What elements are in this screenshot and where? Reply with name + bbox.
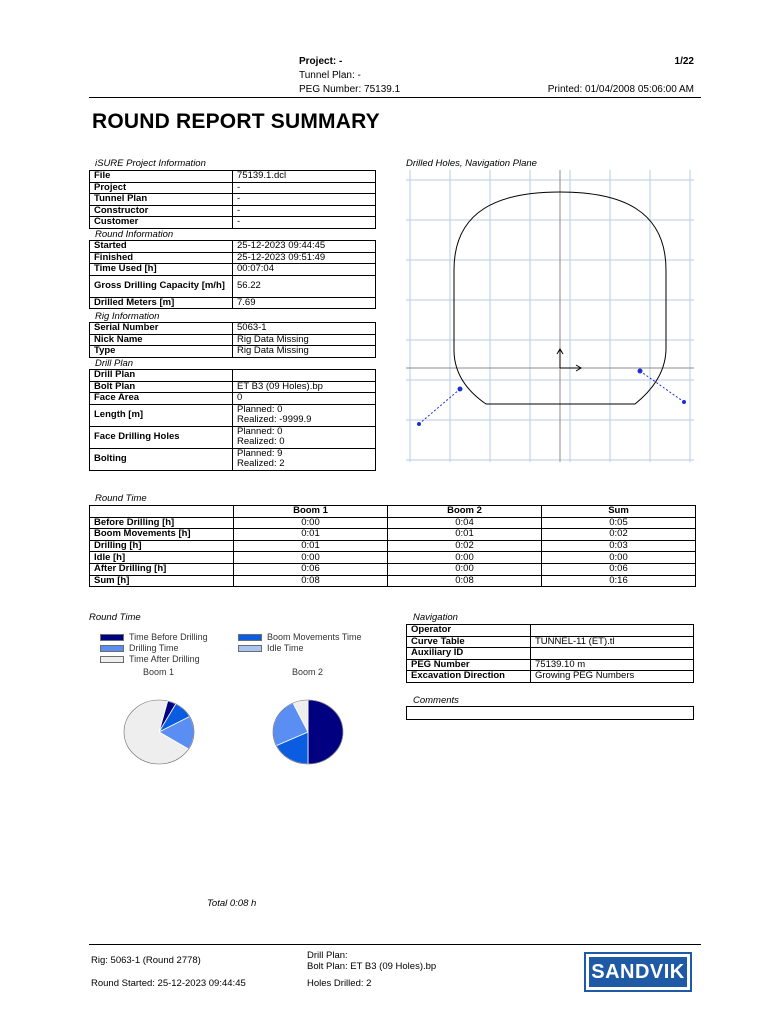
origin-arrows	[557, 349, 581, 371]
bolting-planned: Planned: 9	[237, 447, 283, 459]
round-time-row	[90, 563, 696, 575]
bolting-key: Bolting	[90, 448, 233, 470]
bolting-realized: Realized: 2	[237, 458, 285, 469]
footer-holes-drilled: Holes Drilled: 2	[307, 978, 372, 989]
face-area-key: Face Area	[90, 393, 233, 405]
face-area-row	[90, 393, 376, 405]
round-time-boom2: 0:00	[388, 563, 542, 575]
round-time-key: Boom Movements [h]	[90, 529, 234, 541]
rig-info-row	[90, 334, 376, 346]
footer-rig: Rig: 5063-1 (Round 2778)	[91, 955, 201, 966]
section-isure: iSURE Project Information	[95, 158, 206, 169]
isure-value: 75139.1.dcl	[233, 171, 376, 183]
legend-swatch	[100, 645, 124, 652]
drilled-holes-points	[417, 369, 686, 427]
legend-label: Idle Time	[267, 643, 304, 653]
round-time-sum: 0:03	[542, 540, 696, 552]
round-info-key: Time Used [h]	[90, 264, 233, 276]
round-time-row	[90, 540, 696, 552]
header-peg-number: PEG Number: 75139.1	[299, 84, 401, 95]
rig-info-key: Type	[90, 346, 233, 358]
length-row	[90, 404, 376, 426]
boom2-pie-chart	[271, 698, 345, 766]
isure-key: File	[90, 171, 233, 183]
legend-label: Time After Drilling	[129, 654, 200, 664]
drill-plan-value	[233, 370, 376, 382]
section-round-info: Round Information	[95, 229, 174, 240]
drill-plan-row	[90, 370, 376, 382]
face-holes-realized: Realized: 0	[237, 436, 285, 447]
round-time-boom1: 0:00	[234, 552, 388, 564]
drilled-holes-lines	[419, 371, 684, 424]
round-time-header-sum: Sum	[542, 506, 696, 518]
comments-box	[406, 706, 694, 720]
round-info-value: 00:07:04	[233, 264, 376, 276]
navigation-key: Operator	[407, 625, 531, 637]
boom2-label: Boom 2	[292, 667, 324, 677]
sandvik-logo	[584, 952, 692, 992]
rig-info-value: Rig Data Missing	[233, 334, 376, 346]
round-time-key: Sum [h]	[90, 575, 234, 587]
navigation-row	[407, 648, 694, 660]
round-time-boom2: 0:08	[388, 575, 542, 587]
length-realized: Realized: -9999.9	[237, 414, 312, 425]
section-navigation: Navigation	[413, 612, 458, 623]
bolt-plan-row	[90, 381, 376, 393]
legend-swatch	[100, 656, 124, 663]
section-comments: Comments	[413, 695, 459, 706]
round-time-boom1: 0:00	[234, 517, 388, 529]
navigation-value	[531, 648, 694, 660]
round-time-boom1: 0:01	[234, 529, 388, 541]
isure-row	[90, 182, 376, 194]
face-holes-value	[233, 426, 376, 448]
pie-section-title: Round Time	[89, 612, 141, 623]
pie-total: Total 0:08 h	[207, 898, 257, 909]
round-info-key: Started	[90, 241, 233, 253]
length-value	[233, 404, 376, 426]
footer-drill-plan: Drill Plan:	[307, 950, 348, 961]
header-tunnel-plan: Tunnel Plan: -	[299, 70, 361, 81]
round-info-value: 25-12-2023 09:44:45	[233, 241, 376, 253]
round-time-sum: 0:06	[542, 563, 696, 575]
rig-info-table	[89, 322, 376, 358]
footer-round-started: Round Started: 25-12-2023 09:44:45	[91, 978, 246, 989]
rig-info-row	[90, 346, 376, 358]
bolt-plan-value: ET B3 (09 Holes).bp	[233, 381, 376, 393]
isure-value: -	[233, 194, 376, 206]
section-drill-plan: Drill Plan	[95, 358, 134, 369]
isure-key: Project	[90, 182, 233, 194]
rig-info-value: 5063-1	[233, 323, 376, 335]
isure-key: Constructor	[90, 205, 233, 217]
navigation-value	[531, 625, 694, 637]
round-time-boom2: 0:01	[388, 529, 542, 541]
boom1-pie-chart	[122, 698, 196, 766]
round-time-sum: 0:16	[542, 575, 696, 587]
page-number: 1/22	[674, 56, 694, 67]
round-time-boom1: 0:08	[234, 575, 388, 587]
navigation-key: Auxiliary ID	[407, 648, 531, 660]
isure-key: Tunnel Plan	[90, 194, 233, 206]
round-info-row	[90, 252, 376, 264]
navigation-row	[407, 659, 694, 671]
drill-plan-table	[89, 369, 376, 471]
round-info-value: 25-12-2023 09:51:49	[233, 252, 376, 264]
bolting-row	[90, 448, 376, 470]
isure-row	[90, 194, 376, 206]
round-info-table	[89, 240, 376, 309]
navigation-row	[407, 636, 694, 648]
round-info-value: 7.69	[233, 297, 376, 309]
legend-swatch	[238, 634, 262, 641]
legend-label: Drilling Time	[129, 643, 179, 653]
section-rig-info: Rig Information	[95, 311, 160, 322]
isure-value: -	[233, 205, 376, 217]
round-time-key: After Drilling [h]	[90, 563, 234, 575]
navigation-value: 75139.10 m	[531, 659, 694, 671]
rig-info-key: Serial Number	[90, 323, 233, 335]
face-holes-planned: Planned: 0	[237, 425, 283, 437]
page-title: ROUND REPORT SUMMARY	[92, 110, 380, 133]
round-time-table	[89, 505, 696, 587]
round-info-value: 56.22	[233, 275, 376, 297]
length-key: Length [m]	[90, 404, 233, 426]
round-time-key: Before Drilling [h]	[90, 517, 234, 529]
navigation-row	[407, 671, 694, 683]
round-time-sum: 0:00	[542, 552, 696, 564]
pie-slice-time-before-drilling	[308, 700, 343, 764]
navigation-key: PEG Number	[407, 659, 531, 671]
rig-info-key: Nick Name	[90, 334, 233, 346]
section-round-time: Round Time	[95, 493, 147, 504]
navigation-value: Growing PEG Numbers	[531, 671, 694, 683]
round-time-header-blank	[90, 506, 234, 518]
isure-row	[90, 217, 376, 229]
round-info-row	[90, 297, 376, 309]
round-time-row	[90, 529, 696, 541]
drilled-holes-title: Drilled Holes, Navigation Plane	[406, 158, 537, 169]
navigation-table	[406, 624, 694, 683]
isure-value: -	[233, 217, 376, 229]
length-planned: Planned: 0	[237, 403, 283, 415]
face-area-value: 0	[233, 393, 376, 405]
round-time-sum: 0:05	[542, 517, 696, 529]
face-holes-key: Face Drilling Holes	[90, 426, 233, 448]
round-time-row	[90, 552, 696, 564]
bolt-plan-key: Bolt Plan	[90, 381, 233, 393]
round-info-row	[90, 264, 376, 276]
round-time-row	[90, 517, 696, 529]
legend-label: Time Before Drilling	[129, 632, 208, 642]
round-info-key: Finished	[90, 252, 233, 264]
round-time-header-boom2: Boom 2	[388, 506, 542, 518]
round-time-sum: 0:02	[542, 529, 696, 541]
drill-plan-key: Drill Plan	[90, 370, 233, 382]
round-time-boom1: 0:06	[234, 563, 388, 575]
navigation-plane-plot	[406, 170, 694, 462]
navigation-row	[407, 625, 694, 637]
round-time-key: Drilling [h]	[90, 540, 234, 552]
navigation-value: TUNNEL-11 (ET).tl	[531, 636, 694, 648]
rig-info-row	[90, 323, 376, 335]
legend-swatch	[100, 634, 124, 641]
isure-value: -	[233, 182, 376, 194]
navigation-key: Curve Table	[407, 636, 531, 648]
boom1-label: Boom 1	[143, 667, 175, 677]
round-time-boom2: 0:02	[388, 540, 542, 552]
round-info-row	[90, 275, 376, 297]
isure-row	[90, 205, 376, 217]
header-project: Project: -	[299, 56, 343, 67]
face-holes-row	[90, 426, 376, 448]
isure-row	[90, 171, 376, 183]
round-time-boom1: 0:01	[234, 540, 388, 552]
plot-grid	[406, 170, 694, 462]
legend-label: Boom Movements Time	[267, 632, 362, 642]
isure-key: Customer	[90, 217, 233, 229]
round-time-boom2: 0:00	[388, 552, 542, 564]
printed-timestamp: Printed: 01/04/2008 05:06:00 AM	[547, 84, 694, 95]
round-info-row	[90, 241, 376, 253]
sandvik-logo-text: SANDVIK	[589, 957, 687, 987]
round-time-key: Idle [h]	[90, 552, 234, 564]
isure-table	[89, 170, 376, 229]
navigation-key: Excavation Direction	[407, 671, 531, 683]
header-divider	[89, 97, 701, 98]
round-time-row	[90, 575, 696, 587]
rig-info-value: Rig Data Missing	[233, 346, 376, 358]
round-info-key: Gross Drilling Capacity [m/h]	[90, 275, 233, 297]
bolting-value	[233, 448, 376, 470]
footer-bolt-plan: Bolt Plan: ET B3 (09 Holes).bp	[307, 961, 437, 972]
round-info-key: Drilled Meters [m]	[90, 297, 233, 309]
round-time-header-boom1: Boom 1	[234, 506, 388, 518]
round-time-boom2: 0:04	[388, 517, 542, 529]
round-time-header-row	[90, 506, 696, 518]
legend-swatch	[238, 645, 262, 652]
footer-divider	[89, 944, 701, 945]
